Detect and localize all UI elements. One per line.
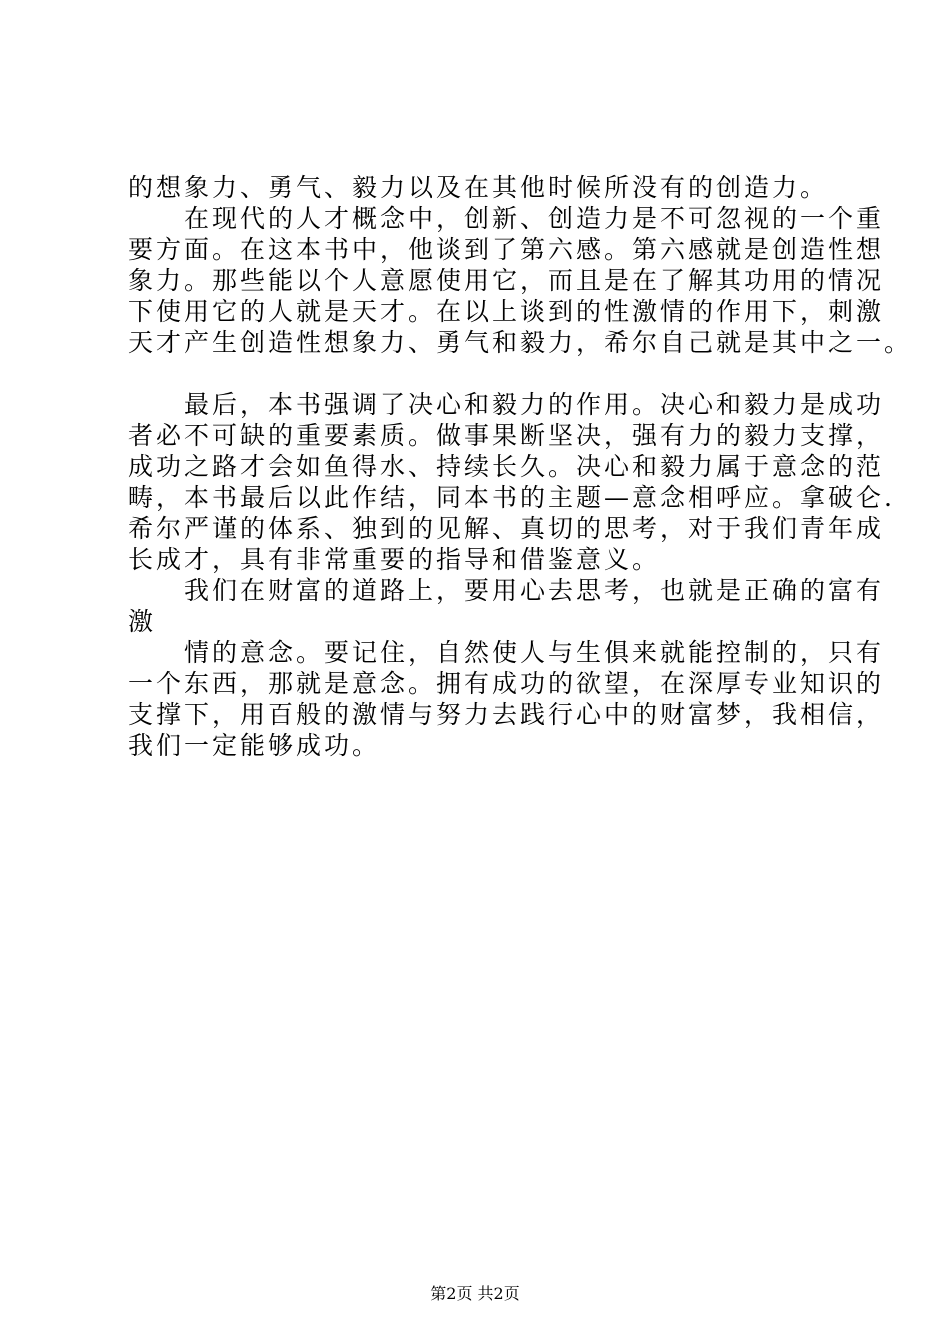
document-body	[128, 172, 913, 761]
text-line: 要方面。在这本书中，他谈到了第六感。第六感就是创造性想	[128, 235, 885, 264]
text-line: 情的意念。要记住，自然使人与生俱来就能控制的，只有	[184, 638, 885, 667]
text-line: 者必不可缺的重要素质。做事果断坚决，强有力的毅力支撑，	[128, 421, 885, 450]
text-line: 下使用它的人就是天才。在以上谈到的性激情的作用下，刺激	[128, 297, 885, 326]
page-number-footer: 第2页 共2页	[430, 1284, 520, 1303]
text-line: 成功之路才会如鱼得水、持续长久。决心和毅力属于意念的范	[128, 452, 885, 481]
text-line: 支撑下，用百般的激情与努力去践行心中的财富梦，我相信，	[128, 700, 885, 729]
text-line: 一个东西，那就是意念。拥有成功的欲望，在深厚专业知识的	[128, 669, 885, 698]
text-line: 我们在财富的道路上，要用心去思考，也就是正确的富有	[184, 576, 885, 605]
text-line: 长成才，具有非常重要的指导和借鉴意义。	[128, 545, 661, 574]
text-line: 在现代的人才概念中，创新、创造力是不可忽视的一个重	[184, 204, 885, 233]
text-line: 畴，本书最后以此作结，同本书的主题—意念相呼应。拿破仑.	[128, 483, 895, 512]
paragraph-spacer	[128, 358, 848, 389]
text-line: 象力。那些能以个人意愿使用它，而且是在了解其功用的情况	[128, 266, 885, 295]
text-line: 希尔严谨的体系、独到的见解、真切的思考，对于我们青年成	[128, 514, 885, 543]
text-line: 最后，本书强调了决心和毅力的作用。决心和毅力是成功	[184, 390, 885, 419]
text-line: 我们一定能够成功。	[128, 731, 381, 760]
text-line: 的想象力、勇气、毅力以及在其他时候所没有的创造力。	[128, 173, 829, 202]
text-line: 天才产生创造性想象力、勇气和毅力，希尔自己就是其中之一。	[128, 328, 913, 357]
text-line: 激	[128, 607, 157, 636]
